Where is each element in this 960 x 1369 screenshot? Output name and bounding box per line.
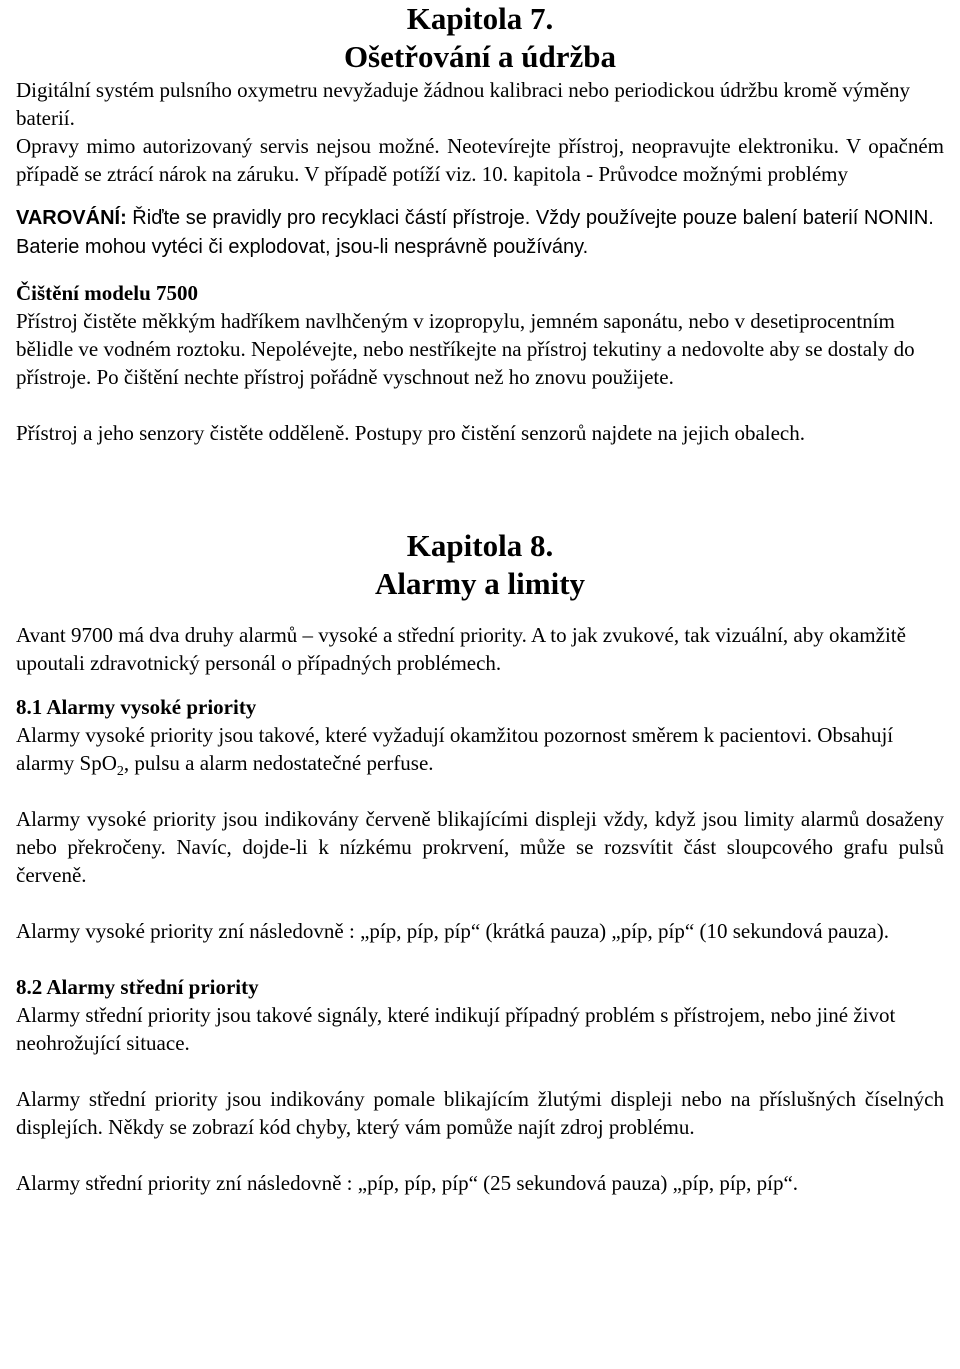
section-8-1-text [16, 721, 944, 780]
cleaning-note: Přístroj a jeho senzory čistěte odděleně. Postupy pro čistění senzorů najdete na jejich obalech. [16, 421, 806, 445]
chapter-8-title: Alarmy a limity [374, 566, 586, 601]
warning-label: VAROVÁNÍ: [16, 207, 127, 229]
section-8-2-heading: 8.2 Alarmy střední priority [16, 975, 259, 999]
ch7-intro-a: Digitální systém pulsního oxymetru nevyžaduje žádnou kalibraci nebo periodickou údržbu kromě výměny baterií. [16, 78, 911, 130]
chapter-7-number: Kapitola 7. [406, 1, 554, 36]
s81-text-b: , pulsu a alarm nedostatečné perfuse. [123, 751, 434, 775]
ch8-intro: Avant 9700 má dva druhy alarmů – vysoké a střední priority. A to jak zvukové, tak vizuální, aby okamžitě upoutali zdravotnický personál o případných problémech. [16, 623, 906, 675]
chapter-8-number: Kapitola 8. [406, 528, 554, 563]
section-8-2-paragraph-2: Alarmy střední priority jsou indikovány pomale blikajícím žlutými displeji nebo na příslušných číselných displejích. Někdy se zobrazí kód chyby, který vám pomůže najít zdroj problému. [16, 1087, 944, 1139]
section-8-2-paragraph-1: Alarmy střední priority jsou takové signály, které indikují případný problém s přístrojem, nebo jiné život neohrožující situace. [16, 1003, 896, 1055]
warning-text: Řiďte se pravidly pro recyklaci částí přístroje. Vždy používejte pouze balení baterií NONIN. Baterie mohou vytéci či explodovat, jsou-li nesprávně používány. [16, 207, 934, 258]
section-8-1-heading: 8.1 Alarmy vysoké priority [16, 695, 257, 719]
s81-subscript: 2 [116, 764, 124, 780]
section-8-2-paragraph-3: Alarmy střední priority zní následovně : „píp, píp, píp“ (25 sekundová pauza) „píp, píp, píp“. [16, 1171, 799, 1195]
ch7-intro-b: Opravy mimo autorizovaný servis nejsou možné. Neotevírejte přístroj, neopravujte elektroniku. V opačném případě se ztrácí nárok na záruku. V případě potíží viz. 10. kapitola - Průvodce možnými problémy [16, 134, 944, 186]
s81-text-a: Alarmy vysoké priority jsou takové, které vyžadují okamžitou pozornost směrem k pacientovi. Obsahují alarmy SpO [16, 723, 894, 775]
section-8-1-paragraph-2: Alarmy vysoké priority jsou indikovány červeně blikajícími displeji vždy, když jsou limity alarmů dosaženy nebo překročeny. Navíc, dojde-li k nízkému prokrvení, může se rozsvítit část sloupcového grafu pulsů červeně. [16, 807, 944, 887]
cleaning-heading: Čištění modelu 7500 [16, 281, 199, 305]
chapter-7-title: Ošetřování a údržba [343, 39, 617, 74]
section-8-1-paragraph-3: Alarmy vysoké priority zní následovně : „píp, píp, píp“ (krátká pauza) „píp, píp“ (10 sekundová pauza). [16, 919, 889, 943]
cleaning-text: Přístroj čistěte měkkým hadříkem navlhčeným v izopropylu, jemném saponátu, nebo v desetiprocentním bělidle ve vodném roztoku. Nepolévejte, nebo nestříkejte na přístroj tekutiny a nedovolte aby se dostaly do přístroje. Po čištění nechte přístroj pořádně vyschnout než ho znovu použijete. [16, 309, 915, 389]
warning-paragraph [16, 204, 944, 262]
